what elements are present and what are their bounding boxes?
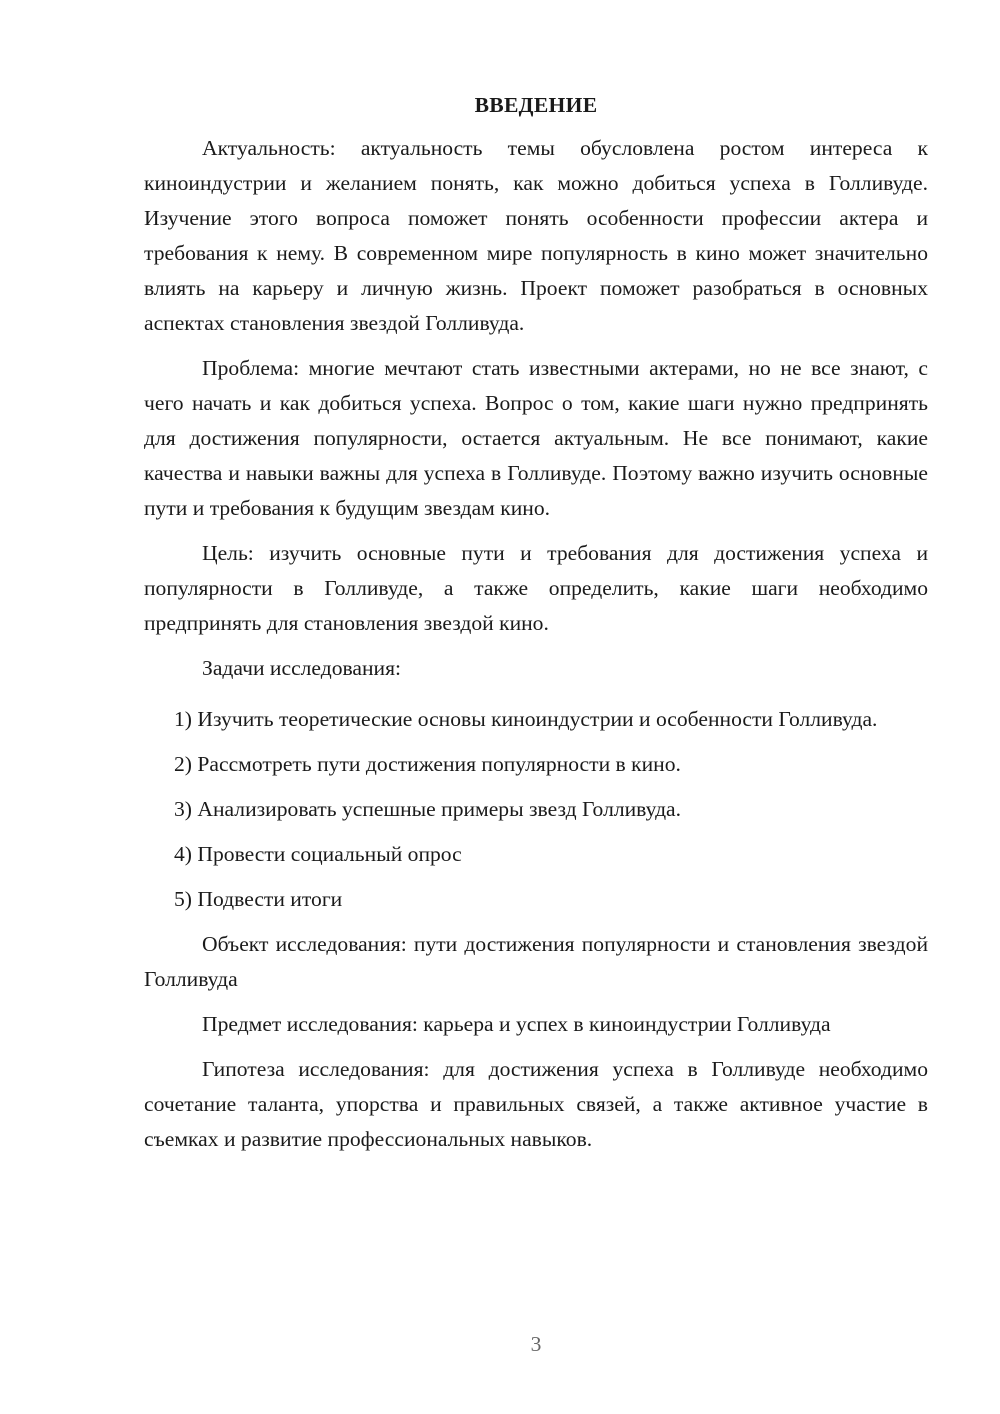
page-title: ВВЕДЕНИЕ <box>474 93 598 117</box>
task-item: 3) Анализировать успешные примеры звезд Голливуда. <box>174 797 682 821</box>
paragraph-hypothesis: Гипотеза исследования: для достижения успеха в Голливуде необходимо сочетание таланта, упорства и правильных связей, а также активное участие в съемках и развитие профессиональных навыков. <box>144 1057 928 1151</box>
paragraph-subject: Предмет исследования: карьера и успех в киноиндустрии Голливуда <box>202 1012 831 1036</box>
paragraph-relevance: Актуальность: актуальность темы обусловлена ростом интереса к киноиндустрии и желанием понять, как можно добиться успеха в Голливуде. Изучение этого вопроса поможет понять особенности профессии актера и требования к нему. В современном мире популярность в кино может значительно влиять на карьеру и личную жизнь. Проект поможет разобраться в основных аспектах становления звездой Голливуда. <box>144 136 928 335</box>
page-number: 3 <box>530 1332 542 1356</box>
tasks-heading: Задачи исследования: <box>202 656 402 680</box>
task-item: 4) Провести социальный опрос <box>174 842 462 866</box>
paragraph-problem: Проблема: многие мечтают стать известными актерами, но не все знают, с чего начать и как добиться успеха. Вопрос о том, какие шаги нужно предпринять для достижения популярности, остается актуальным. Не все понимают, какие качества и навыки важны для успеха в Голливуде. Поэтому важно изучить основные пути и требования к будущим звездам кино. <box>144 356 928 520</box>
task-item: 2) Рассмотреть пути достижения популярности в кино. <box>174 752 681 776</box>
page-content <box>144 88 928 1167</box>
task-item: 5) Подвести итоги <box>174 887 343 911</box>
paragraph-object: Объект исследования: пути достижения популярности и становления звездой Голливуда <box>144 932 928 991</box>
paragraph-goal: Цель: изучить основные пути и требования для достижения успеха и популярности в Голливуде, а также определить, какие шаги необходимо предпринять для становления звездой кино. <box>144 541 928 635</box>
task-item: 1) Изучить теоретические основы киноиндустрии и особенности Голливуда. <box>174 707 878 731</box>
